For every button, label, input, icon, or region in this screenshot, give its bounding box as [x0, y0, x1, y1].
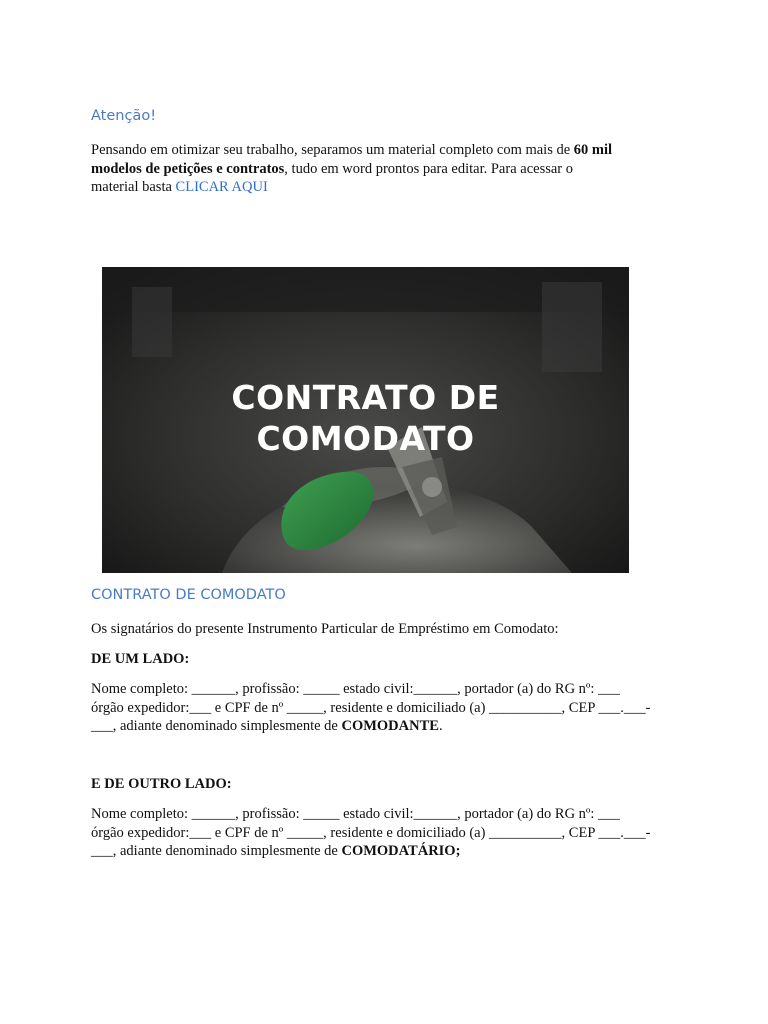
- banner-title-line-2: COMODATO: [256, 419, 475, 458]
- notice-line-1-text: Pensando em otimizar seu trabalho, separamos um material completo com mais de: [91, 142, 571, 158]
- party2-heading-text: E DE OUTRO LADO:: [91, 776, 232, 792]
- party2-line-3: [91, 842, 681, 861]
- contract-intro: Os signatários do presente Instrumento Particular de Empréstimo em Comodato:: [91, 621, 559, 637]
- party1-heading-text: DE UM LADO:: [91, 651, 190, 667]
- party1-line-3-suffix: .: [438, 718, 443, 734]
- party1-line-2: órgão expedidor:___ e CPF de nº _____, residente e domiciliado (a) __________, CEP ___.___-: [91, 699, 651, 716]
- party1-line-1: Nome completo: ______, profissão: _____ estado civil:______, portador (a) do RG nº: ___: [91, 681, 620, 697]
- click-here-link[interactable]: CLICAR AQUI: [175, 179, 268, 195]
- party2-paragraph: [91, 805, 681, 861]
- party1-heading: [91, 650, 681, 669]
- notice-line-1: [91, 141, 681, 160]
- notice-line-2: [91, 160, 681, 179]
- notice-line-3: [91, 178, 681, 197]
- party1-line-3: [91, 717, 681, 736]
- party2-role: COMODATÁRIO;: [341, 843, 461, 859]
- contract-title: CONTRATO DE COMODATO: [91, 587, 286, 603]
- notice-count-bold: 60 mil: [573, 142, 613, 158]
- notice-paragraph: [91, 141, 681, 197]
- party2-heading: [91, 775, 681, 794]
- banner-title-line-1: CONTRATO DE: [231, 378, 500, 417]
- party2-line-3-text: ___, adiante denominado simplesmente de: [91, 843, 338, 859]
- notice-heading: Atenção!: [91, 108, 157, 124]
- contract-banner-image: [102, 267, 629, 573]
- party2-line-2: órgão expedidor:___ e CPF de nº _____, residente e domiciliado (a) __________, CEP ___.___-: [91, 824, 651, 841]
- party2-line-1: Nome completo: ______, profissão: _____ estado civil:______, portador (a) do RG nº: ___: [91, 806, 620, 822]
- notice-line-2-text: , tudo em word prontos para editar. Para acessar o: [284, 160, 573, 177]
- notice-line-3-text: material basta: [91, 179, 172, 195]
- party1-paragraph: [91, 680, 681, 736]
- notice-models-bold: modelos de petições e contratos: [91, 160, 285, 177]
- banner-title: [102, 377, 629, 459]
- party1-role: COMODANTE: [341, 718, 439, 734]
- party1-line-3-text: ___, adiante denominado simplesmente de: [91, 718, 338, 734]
